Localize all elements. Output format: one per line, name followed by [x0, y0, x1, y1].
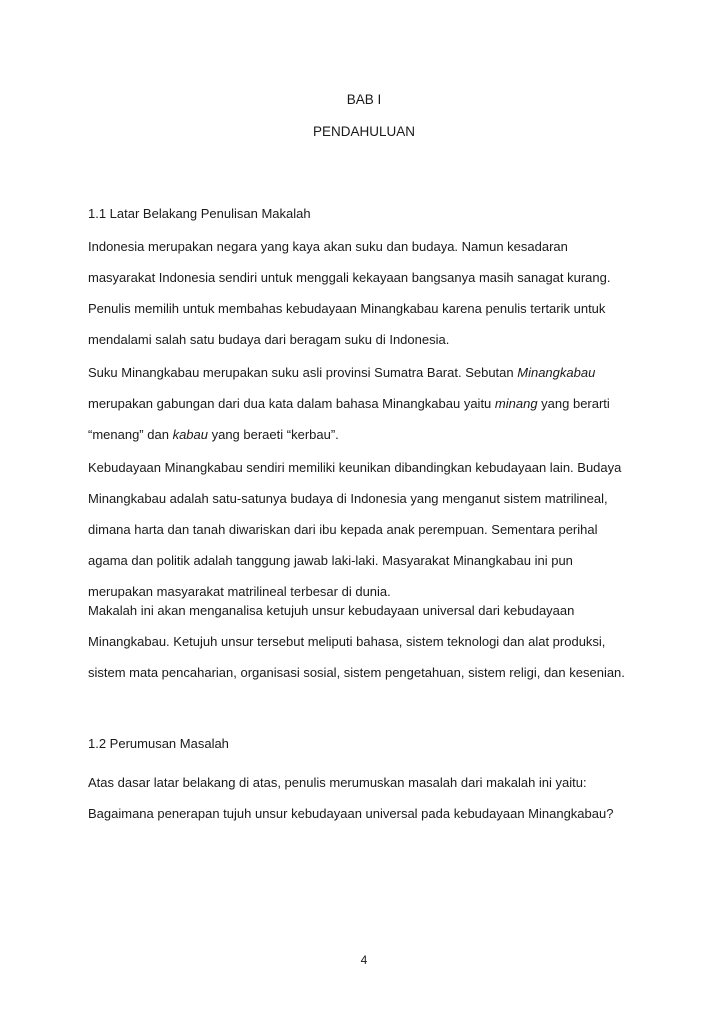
- paragraph-line: merupakan masyarakat matrilineal terbesar di dunia.: [88, 584, 391, 599]
- paragraph-4: [88, 603, 658, 696]
- paragraph-line: masyarakat Indonesia sendiri untuk menggali kekayaan bangsanya masih sanagat kurang.: [88, 270, 611, 285]
- section-heading-1-1: 1.1 Latar Belakang Penulisan Makalah: [88, 206, 311, 221]
- paragraph-line: Indonesia merupakan negara yang kaya akan suku dan budaya. Namun kesadaran: [88, 239, 568, 254]
- paragraph-line: Minangkabau adalah satu-satunya budaya di Indonesia yang menganut sistem matrilineal,: [88, 491, 608, 506]
- italic-term: kabau: [172, 427, 208, 442]
- paragraph-line: [88, 365, 658, 396]
- paragraph-line: Penulis memilih untuk membahas kebudayaan Minangkabau karena penulis tertarik untuk: [88, 301, 606, 316]
- text-run: Suku Minangkabau merupakan suku asli provinsi Sumatra Barat. Sebutan: [88, 365, 518, 380]
- paragraph-line: [88, 427, 658, 458]
- section-heading-1-2: 1.2 Perumusan Masalah: [88, 736, 229, 751]
- text-run: yang beraeti “kerbau”.: [207, 427, 339, 442]
- paragraph-line: [88, 396, 658, 427]
- text-run: merupakan gabungan dari dua kata dalam bahasa Minangkabau yaitu: [88, 396, 495, 411]
- paragraph-line: Kebudayaan Minangkabau sendiri memiliki keunikan dibandingkan kebudayaan lain. Budaya: [88, 460, 622, 475]
- chapter-label: BAB I: [346, 92, 382, 107]
- paragraph-line: Bagaimana penerapan tujuh unsur kebudayaan universal pada kebudayaan Minangkabau?: [88, 806, 614, 821]
- text-run: “menang” dan: [88, 427, 173, 442]
- paragraph-line: sistem mata pencaharian, organisasi sosial, sistem pengetahuan, sistem religi, dan kesenian.: [88, 665, 625, 680]
- page-number: 4: [360, 953, 368, 967]
- paragraph-line: Makalah ini akan menganalisa ketujuh unsur kebudayaan universal dari kebudayaan: [88, 603, 575, 618]
- text-run: yang berarti: [537, 396, 610, 411]
- paragraph-3: [88, 460, 658, 615]
- paragraph-line: mendalami salah satu budaya dari beragam suku di Indonesia.: [88, 332, 450, 347]
- paragraph-line: Atas dasar latar belakang di atas, penulis merumuskan masalah dari makalah ini yaitu:: [88, 775, 587, 790]
- paragraph-line: agama dan politik adalah tanggung jawab laki-laki. Masyarakat Minangkabau ini pun: [88, 553, 573, 568]
- paragraph-1: [88, 239, 658, 363]
- paragraph-5: [88, 775, 658, 837]
- paragraph-line: dimana harta dan tanah diwariskan dari ibu kepada anak perempuan. Sementara perihal: [88, 522, 598, 537]
- chapter-title: PENDAHULUAN: [312, 124, 416, 139]
- italic-term: Minangkabau: [517, 365, 596, 380]
- paragraph-2: [88, 365, 658, 458]
- paragraph-line: Minangkabau. Ketujuh unsur tersebut meliputi bahasa, sistem teknologi dan alat produksi,: [88, 634, 606, 649]
- italic-term: minang: [494, 396, 538, 411]
